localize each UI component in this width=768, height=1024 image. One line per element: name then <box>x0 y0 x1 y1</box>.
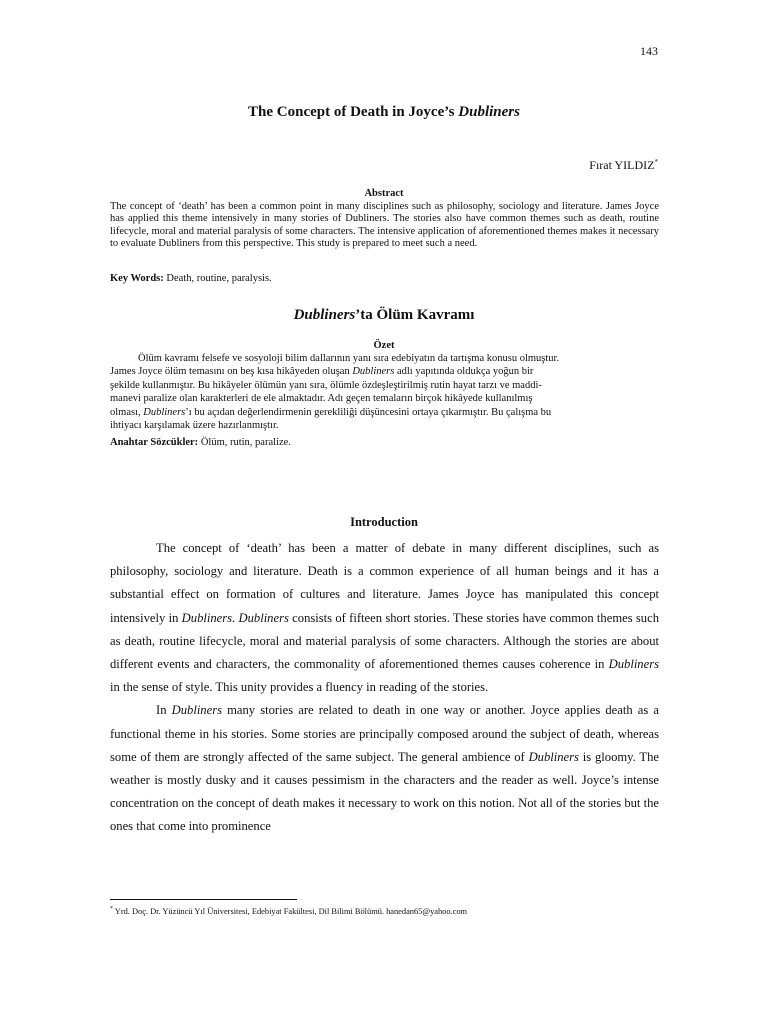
title-italic: Dubliners <box>458 104 520 120</box>
abstract-body: The concept of ‘death’ has been a common point in many disciplines such as philosophy, sociology and literature. James Joyce has applied this theme intensively in many stories of Dubliners. The stories also have common themes such as death, routine lifecycle, moral and material paralysis of some characters. The intensive application of aforementioned themes makes it necessary to evaluate Dubliners from this perspective. This study is prepared to meet such a need. <box>110 201 659 249</box>
keywords-label: Key Words: <box>110 273 164 284</box>
keywords-values: Death, routine, paralysis. <box>163 273 272 284</box>
ozet-body <box>110 352 659 432</box>
turkish-title-text: ’ta Ölüm Kavramı <box>355 307 475 323</box>
intro-paragraph-2 <box>110 699 659 838</box>
ozet-text: James Joyce ölüm temasını on beş kısa hikâyeden oluşan <box>110 366 353 378</box>
footnote-marker: * <box>110 906 113 912</box>
ozet-italic: Dubliners <box>352 366 395 378</box>
introduction-heading: Introduction <box>350 515 418 529</box>
intro-italic: Dubliners <box>528 749 579 764</box>
turkish-title <box>0 307 768 324</box>
ozet-italic: Dubliners <box>143 406 186 418</box>
author <box>589 158 658 173</box>
intro-text: in the sense of style. This unity provides a fluency in reading of the stories. <box>110 680 489 695</box>
anahtar-sozcukler <box>110 437 291 448</box>
intro-italic: Dubliners <box>181 610 233 625</box>
anahtar-values: Ölüm, rutin, paralize. <box>198 437 291 448</box>
title-text: The Concept of Death in Joyce’s <box>248 104 459 120</box>
introduction-body <box>110 537 659 839</box>
ozet-line: Ölüm kavramı felsefe ve sosyoloji bilim dallarının yanı sıra edebiyatın da tartışma konusu olmuştur. <box>138 353 560 364</box>
footnote <box>110 906 467 916</box>
intro-text: is gloomy. The weather is mostly dusky and it causes pessimism in the characters and the reader as well. Joyce’s intense concentration on the concept of death makes it necessary to work on this notion. Not all of the stories but the ones that come into prominence <box>110 749 659 834</box>
ozet-text: ’ı bu açıdan değerlendirmenin gerekliliği düşüncesini ortaya çıkarmıştır. Bu çalışma bu <box>185 406 552 418</box>
ozet-line <box>110 406 659 419</box>
footnote-text: Yrd. Doç. Dr. Yüzüncü Yıl Üniversitesi, Edebiyat Fakültesi, Dil Bilimi Bölümü. hanedan65@yahoo.com <box>113 906 468 916</box>
author-footnote-marker: * <box>654 158 658 166</box>
ozet-heading: Özet <box>373 340 395 351</box>
turkish-title-italic: Dubliners <box>293 307 356 323</box>
intro-text: The concept of ‘death’ has been a matter of debate in many different disciplines, such as philosophy, sociology and literature. Death is a common experience of all human beings and it has a substantial effect on formation of cultures and literature. James Joyce has manipulated this concept intensively in <box>110 541 659 625</box>
anahtar-label: Anahtar Sözcükler: <box>110 437 199 448</box>
ozet-text: olması, <box>110 406 144 418</box>
abstract-heading: Abstract <box>364 188 404 199</box>
intro-paragraph-1 <box>110 537 659 699</box>
ozet-line: manevi paralize olan karakterleri de ele almaktadır. Adı geçen temaların birçok hikâyede kullanılmış <box>110 393 533 405</box>
intro-italic: Dubliners <box>608 657 659 672</box>
intro-italic: Dubliners <box>171 703 222 718</box>
intro-text: many stories are related to death in one way or another. Joyce applies death as a functional theme in his stories. Some stories are principally composed around the subject of death, whereas some of them are strongly affected of the same subject. The general ambience of <box>110 703 659 764</box>
page-number: 143 <box>640 44 658 58</box>
intro-italic: Dubliners <box>238 610 289 625</box>
ozet-line <box>110 365 659 378</box>
footnote-divider <box>110 899 297 900</box>
intro-text: consists of fifteen short stories. These stories have common themes such as death, routine lifecycle, moral and material paralysis of some characters. Although the stories are about different events and characters, the commonality of aforementioned themes causes coherence in <box>110 610 659 672</box>
intro-text: . <box>232 610 239 625</box>
ozet-text: adlı yapıtında oldukça yoğun bir <box>394 366 534 378</box>
ozet-line: şekilde kullanmıştır. Bu hikâyeler ölümün yanı sıra, ölümle özdeşleştirilmiş rutin hayat tarzı ve maddi- <box>110 379 542 391</box>
keywords <box>110 273 272 285</box>
intro-text: In <box>156 703 172 718</box>
author-name: Fırat YILDIZ <box>589 158 655 172</box>
ozet-line: ihtiyacı karşılamak üzere hazırlanmıştır. <box>110 420 279 432</box>
paper-title <box>0 104 768 121</box>
